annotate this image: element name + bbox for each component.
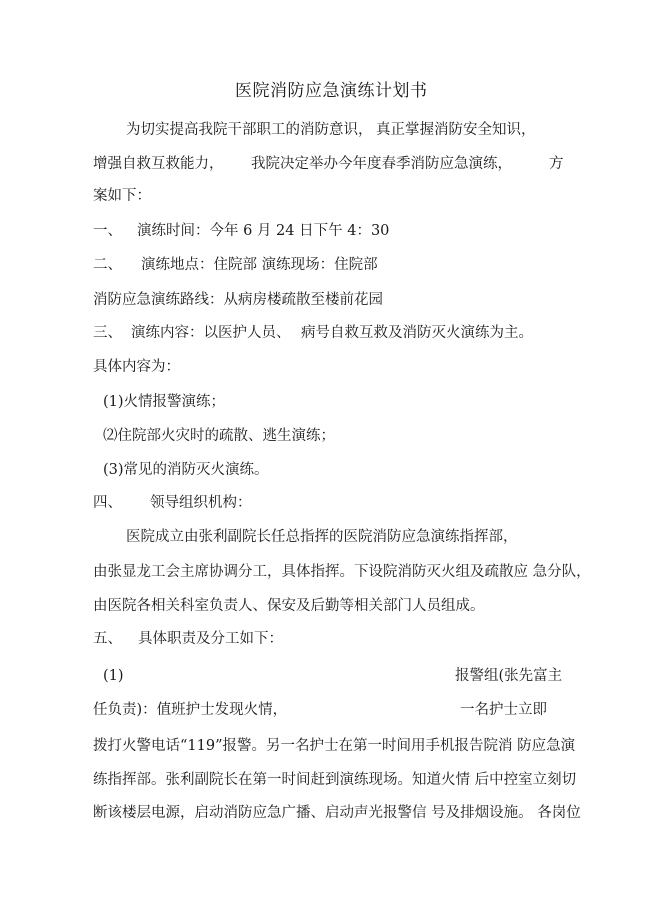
section3-text-a: 演练内容：以医护人员、	[131, 325, 291, 341]
section5-item1-head: 报警组(张先富主	[455, 668, 563, 684]
document-title: 医院消防应急演练计划书	[235, 81, 428, 101]
section3-item-1: (1)火情报警演练；	[103, 394, 226, 410]
section1-number: 一、	[93, 223, 122, 239]
section2-text: 演练地点：住院部 演练现场：住院部	[141, 257, 378, 273]
intro-line1-a: 为切实提高我院干部职工的消防意识，	[126, 122, 373, 138]
intro-line2-c: 方	[549, 156, 564, 172]
section3-item-3: (3)常见的消防灭火演练。	[103, 462, 269, 478]
intro-line3: 案如下：	[93, 188, 151, 204]
section5-body-line3: 断该楼层电源，启动消防应急广播、启动声光报警信 号及排烟设施。 各岗位	[93, 805, 581, 821]
section5-line2-b: 一名护士立即	[460, 702, 547, 718]
section5-text: 具体职责及分工如下：	[138, 631, 283, 647]
section4-para-line3: 由医院各相关科室负责人、保安及后勤等相关部门人员组成。	[93, 598, 485, 614]
intro-line2-b: 我院决定举办今年度春季消防应急演练，	[251, 156, 512, 172]
section5-body-line2: 练指挥部。张利副院长在第一时间赶到演练现场。知道火情 后中控室立刻切	[93, 772, 577, 788]
section4-para-line1: 医院成立由张利副院长任总指挥的医院消防应急演练指挥部，	[126, 529, 518, 545]
section5-body-line1: 拨打火警电话“119”报警。另一名护士在第一时间用手机报告院消 防应急演	[93, 738, 576, 754]
section3-number: 三、	[93, 325, 122, 341]
intro-line1-b: 真正掌握消防安全知识，	[376, 122, 536, 138]
section2-number: 二、	[93, 257, 122, 273]
section3-detail-label: 具体内容为：	[93, 359, 180, 375]
section2-route: 消防应急演练路线：从病房楼疏散至楼前花园	[93, 292, 383, 308]
section1-text: 演练时间：今年 6 月 24 日下午 4：30	[137, 223, 390, 239]
intro-line2-a: 增强自救互救能力，	[93, 156, 224, 172]
section5-item1-number: (1)	[103, 668, 124, 684]
section4-text: 领导组织机构：	[150, 495, 252, 511]
section5-line2-a: 任负责)：值班护士发现火情，	[93, 702, 288, 718]
section4-number: 四、	[93, 495, 122, 511]
section4-para-line2: 由张显龙工会主席协调分工，具体指挥。下设院消防灭火组及疏散应 急分队，	[93, 564, 591, 580]
section3-item-2: ⑵住院部火灾时的疏散、逃生演练；	[103, 428, 335, 444]
section5-number: 五、	[93, 631, 122, 647]
section3-text-b: 病号自救互救及消防灭火演练为主。	[301, 325, 533, 341]
